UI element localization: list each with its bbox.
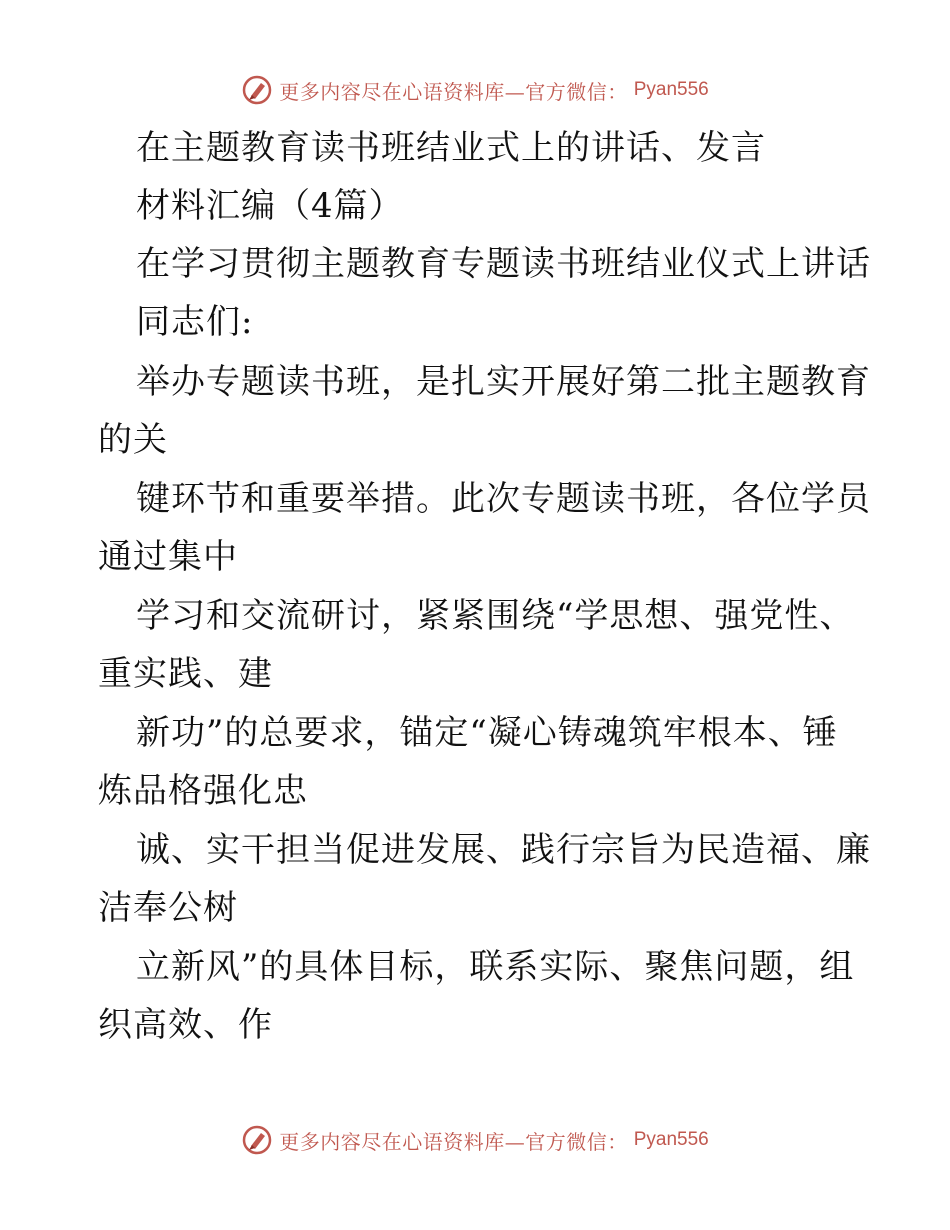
pen-logo-icon bbox=[241, 1124, 273, 1156]
watermark-wechat-id: Pyan556 bbox=[633, 79, 709, 100]
paragraph-line: 织高效、作 bbox=[98, 1005, 273, 1045]
paragraph-line: 通过集中 bbox=[98, 537, 238, 577]
paragraph-line: 立新风”的具体目标，联系实际、聚焦问题，组 bbox=[136, 947, 855, 987]
document-title-line-1: 在主题教育读书班结业式上的讲话、发言 bbox=[136, 128, 766, 168]
footer-watermark bbox=[0, 1122, 950, 1158]
speech-title: 在学习贯彻主题教育专题读书班结业仪式上讲话 bbox=[136, 244, 871, 284]
salutation: 同志们: bbox=[136, 302, 254, 342]
paragraph-line: 的关 bbox=[98, 420, 168, 460]
watermark-text: 更多内容尽在心语资料库—官方微信： bbox=[279, 1129, 628, 1154]
paragraph-line: 洁奉公树 bbox=[98, 888, 238, 928]
pen-logo-icon bbox=[241, 74, 273, 106]
paragraph-line: 新功”的总要求，锚定“凝心铸魂筑牢根本、锤 bbox=[136, 713, 838, 753]
paragraph-line: 举办专题读书班，是扎实开展好第二批主题教育 bbox=[136, 362, 871, 402]
header-watermark bbox=[0, 72, 950, 108]
paragraph-line: 学习和交流研讨，紧紧围绕“学思想、强党性、 bbox=[136, 596, 855, 636]
watermark-wechat-id: Pyan556 bbox=[633, 1129, 709, 1150]
document-title-line-2: 材料汇编（4篇） bbox=[136, 186, 404, 226]
watermark-text: 更多内容尽在心语资料库—官方微信： bbox=[279, 79, 628, 104]
paragraph-line: 重实践、建 bbox=[98, 654, 273, 694]
paragraph-line: 键环节和重要举措。此次专题读书班，各位学员 bbox=[136, 479, 871, 519]
paragraph-line: 炼品格强化忠 bbox=[98, 771, 308, 811]
paragraph-line: 诚、实干担当促进发展、践行宗旨为民造福、廉 bbox=[136, 830, 871, 870]
